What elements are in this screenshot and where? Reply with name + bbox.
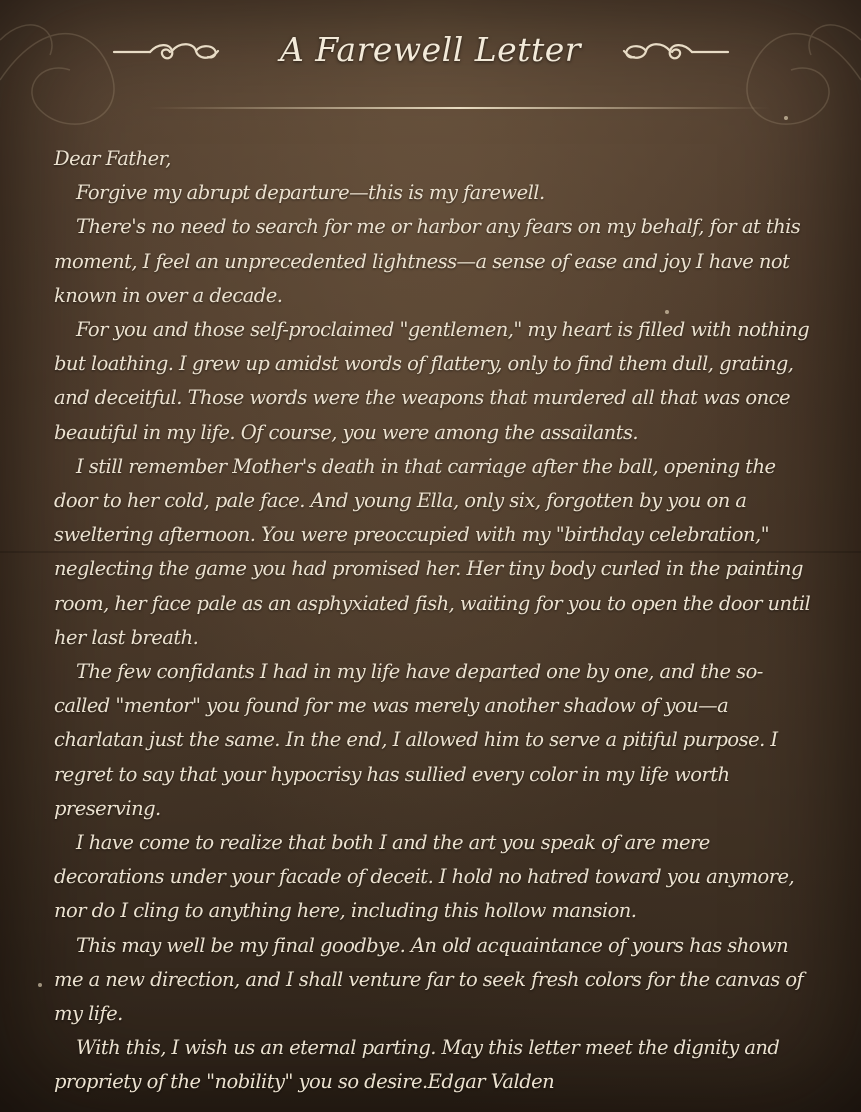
- letter-paragraph: There's no need to search for me or harbor any fears on my behalf, for at this moment, I feel an unprecedented lightness—a sense of ease and joy I have not known in over a decade.: [54, 215, 801, 307]
- letter-paragraph: I still remember Mother's death in that carriage after the ball, opening the door to her cold, pale face. And young Ella, only six, forgotten by you on a sweltering afternoon. You were preoccupied with my "birthday celebration," neglecting the game you had promised her. Her tiny body curled in the painting room, her face pale as an asphyxiated fish, waiting for you to open the door until her last breath.: [54, 454, 811, 649]
- letter-paragraph: Forgive my abrupt departure—this is my farewell.: [76, 181, 545, 205]
- light-speck: [784, 116, 788, 120]
- letter-title: A Farewell Letter: [279, 30, 582, 69]
- letter-paragraph: For you and those self-proclaimed "gentlemen," my heart is filled with nothing but loathing. I grew up amidst words of flattery, only to find them dull, grating, and deceitful. Those words were the weapons that murdered all that was once beautiful in my life. Of course, you were among the assailants.: [54, 318, 810, 444]
- ornamental-divider-icon: [150, 104, 770, 112]
- letter-salutation: Dear Father,: [54, 147, 171, 170]
- letter-header: [0, 0, 861, 110]
- letter-body: [54, 142, 814, 1100]
- scroll-flourish-right-icon: [612, 37, 732, 67]
- letter-closing-text: With this, I wish us an eternal parting. May this letter meet the dignity and propriety of the "nobility" you so desire.: [54, 1036, 780, 1094]
- letter-closing: [54, 1031, 814, 1099]
- letter-paragraph: This may well be my final goodbye. An old acquaintance of yours has shown me a new direction, and I shall venture far to seek fresh colors for the canvas of my life.: [54, 933, 804, 1026]
- letter-paragraph: The few confidants I had in my life have departed one by one, and the so-called "mentor" you found for me was merely another shadow of you—a charlatan just the same. In the end, I allowed him to serve a pitiful purpose. I regret to say that your hypocrisy has sullied every color in my life worth preserving.: [54, 660, 778, 820]
- letter-signature: Edgar Valden: [427, 1070, 555, 1094]
- letter-paragraph: I have come to realize that both I and the art you speak of are mere decorations under your facade of deceit. I hold no hatred toward you anymore, nor do I cling to anything here, including this hollow mansion.: [54, 831, 795, 923]
- light-speck: [38, 983, 42, 987]
